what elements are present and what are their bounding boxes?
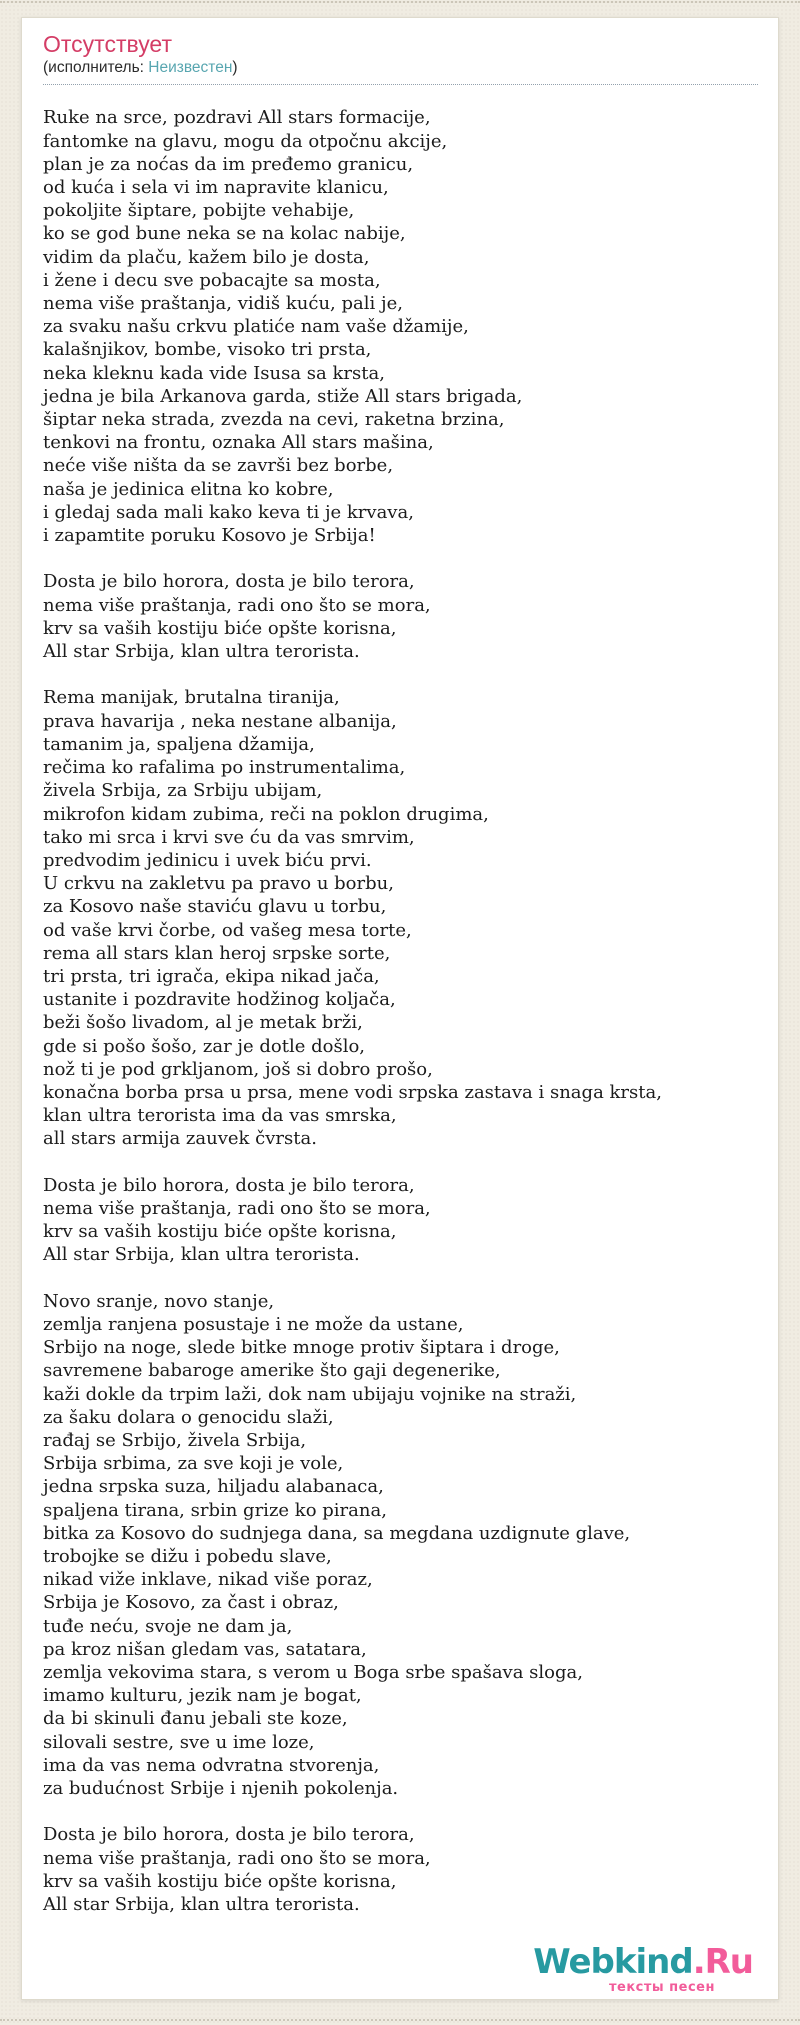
lyric-line: zemlja ranjena posustaje i ne može da ustane, [43,1313,464,1335]
lyric-line: vidim da plaču, kažem bilo je dosta, [43,246,370,268]
lyric-line: ima da vas nema odvratna stvorenja, [43,1754,380,1776]
lyric-line: Srbija srbima, za sve koji je vole, [43,1453,344,1475]
lyric-line: rečima ko rafalima po instrumentalima, [43,757,406,779]
lyric-line: konačna borba prsa u prsa, mene vodi srpska zastava i snaga krsta, [43,1081,662,1103]
lyric-line: i žene i decu sve pobacajte sa mosta, [43,269,381,291]
lyrics-verse [43,570,758,663]
logo-teal-part: Webkind [533,1942,693,1982]
lyric-line: spaljena tirana, srbin grize ko pirana, [43,1499,387,1521]
lyric-line: klan ultra terorista ima da vas smrska, [43,1105,397,1127]
lyric-line: imamo kulturu, jezik nam je bogat, [43,1685,362,1707]
lyric-line: predvodim jedinicu i uvek biću prvi. [43,849,372,871]
lyric-line: U crkvu na zakletvu pa pravo u borbu, [43,873,394,895]
lyric-line: za Kosovo naše staviću glavu u torbu, [43,896,387,918]
site-footer [533,1942,753,1995]
lyric-line: pa kroz nišan gledam vas, satatara, [43,1638,367,1660]
lyric-line: tuđe neću, svoje ne dam ja, [43,1615,293,1637]
lyric-line: za šaku dolara o genocidu slaži, [43,1406,334,1428]
lyric-line: pokoljite šiptare, pobijte vehabije, [43,200,355,222]
lyric-line: silovali sestre, sve u ime loze, [43,1731,315,1753]
artist-label-suffix: ) [232,59,238,77]
lyric-line: Novo sranje, novo stanje, [43,1290,275,1312]
top-dotted-divider [0,1,800,3]
lyric-line: savremene babaroge amerike što gaji degenerike, [43,1360,501,1382]
lyrics-verse [43,1174,758,1267]
lyric-line: tenkovi na frontu, oznaka All stars mašina, [43,432,434,454]
lyrics-verse [43,1290,758,1800]
artist-line [43,59,758,85]
lyric-line: živela Srbija, za Srbiju ubijam, [43,780,323,802]
lyric-line: i zapamtite poruku Kosovo je Srbija! [43,525,376,547]
webkind-logo[interactable] [533,1942,753,1982]
content-card [21,17,779,2000]
lyric-line: i gledaj sada mali kako keva ti je krvava, [43,501,414,523]
lyric-line: od kuća i sela vi im napravite klanicu, [43,177,389,199]
lyric-line: kalašnjikov, bombe, visoko tri prsta, [43,339,372,361]
lyric-line: naša je jedinica elitna ko kobre, [43,478,334,500]
lyric-line: krv sa vaših kostiju biće opšte korisna, [43,1221,397,1243]
lyric-line: šiptar neka strada, zvezda na cevi, raketna brzina, [43,409,505,431]
lyric-line: Srbija je Kosovo, za čast i obraz, [43,1592,339,1614]
lyric-line: bitka za Kosovo do sudnjega dana, sa megdana uzdignute glave, [43,1522,631,1544]
lyrics-verse [43,686,758,1150]
bottom-dotted-divider [0,2019,800,2021]
lyric-line: Rema manijak, brutalna tiranija, [43,687,340,709]
lyric-line: all stars armija zauvek čvrsta. [43,1128,317,1150]
lyric-line: tamanim ja, spaljena džamija, [43,733,315,755]
lyric-line: rema all stars klan heroj srpske sorte, [43,942,391,964]
lyric-line: krv sa vaših kostiju biće opšte korisna, [43,617,397,639]
lyric-line: jedna je bila Arkanova garda, stiže All stars brigada, [43,385,523,407]
lyric-line: fantomke na glavu, mogu da otpočnu akcije, [43,130,448,152]
artist-link[interactable]: Неизвестен [148,59,233,77]
lyric-line: Dosta je bilo horora, dosta je bilo terora, [43,1824,415,1846]
lyric-line: plan je za noćas da im pređemo granicu, [43,153,414,175]
lyric-line: nikad viže inklave, nikad više poraz, [43,1569,373,1591]
page-title: Отсутствует [43,31,172,57]
lyric-line: nema više praštanja, radi ono što se mora, [43,1197,431,1219]
lyrics-text [43,106,758,1916]
lyric-line: prava havarija , neka nestane albanija, [43,710,397,732]
lyric-line: All star Srbija, klan ultra terorista. [43,641,360,663]
lyric-line: krv sa vaših kostiju biće opšte korisna, [43,1870,397,1892]
lyric-line: rađaj se Srbijo, živela Srbija, [43,1429,307,1451]
lyric-line: za budućnost Srbije i njenih pokolenja. [43,1778,399,1799]
lyrics-verse [43,106,758,547]
lyric-line: zemlja vekovima stara, s verom u Boga srbe spašava sloga, [43,1661,583,1683]
lyric-line: ustanite i pozdravite hodžinog koljača, [43,989,396,1011]
lyric-line: kaži dokle da trpim laži, dok nam ubijaju vojnike na straži, [43,1383,577,1405]
lyric-line: da bi skinuli đanu jebali ste koze, [43,1708,348,1730]
lyric-line: nema više praštanja, radi ono što se mora, [43,1847,431,1869]
lyric-line: All star Srbija, klan ultra terorista. [43,1894,360,1915]
lyric-line: nema više praštanja, radi ono što se mora, [43,594,431,616]
lyric-line: mikrofon kidam zubima, reči na poklon drugima, [43,803,489,825]
logo-pink-part: .Ru [692,1942,753,1982]
lyric-line: beži šošo livadom, al je metak brži, [43,1012,363,1034]
lyric-line: Dosta je bilo horora, dosta je bilo terora, [43,1174,415,1196]
lyric-line: za svaku našu crkvu platiće nam vaše džamije, [43,316,469,338]
artist-label-prefix: (исполнитель: [43,59,149,77]
lyric-line: nož ti je pod grkljanom, još si dobro prošo, [43,1058,433,1080]
lyric-line: All star Srbija, klan ultra terorista. [43,1244,360,1266]
lyric-line: od vaše krvi čorbe, od vašeg mesa torte, [43,919,412,941]
lyric-line: ko se god bune neka se na kolac nabije, [43,223,406,245]
lyrics-verse [43,1823,758,1916]
logo-tagline: тексты песен [608,1980,715,1995]
lyric-line: neće više ništa da se završi bez borbe, [43,455,394,477]
lyric-line: tako mi srca i krvi sve ću da vas smrvim, [43,826,415,848]
lyric-line: jedna srpska suza, hiljadu alabanaca, [43,1476,384,1498]
lyric-line: Srbijo na noge, slede bitke mnoge protiv šiptara i droge, [43,1337,560,1359]
lyric-line: trobojke se dižu i pobedu slave, [43,1545,332,1567]
lyric-line: tri prsta, tri igrača, ekipa nikad jača, [43,965,380,987]
lyric-line: gde si pošo šošo, zar je dotle došlo, [43,1035,366,1057]
lyric-line: Dosta je bilo horora, dosta je bilo terora, [43,571,415,593]
lyric-line: Ruke na srce, pozdravi All stars formacije, [43,107,431,129]
lyric-line: nema više praštanja, vidiš kuću, pali je, [43,293,403,315]
lyric-line: neka kleknu kada vide Isusa sa krsta, [43,362,385,384]
